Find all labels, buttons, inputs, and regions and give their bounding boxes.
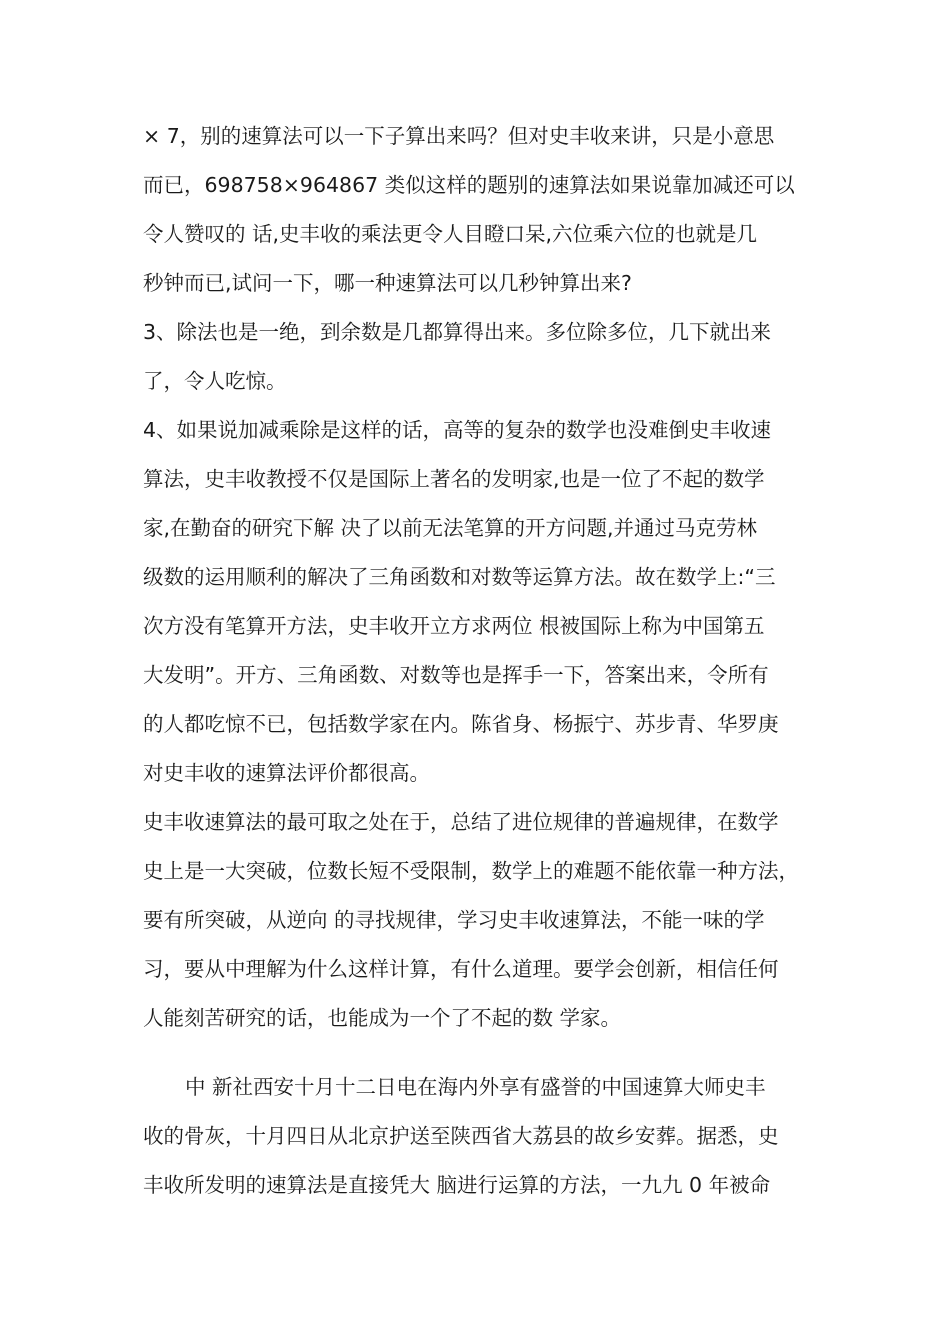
paragraph-gap [143, 1043, 811, 1063]
text-line: 史上是一大突破，位数长短不受限制，数学上的难题不能依靠一种方法， [143, 859, 799, 883]
text-line: 了，令人吃惊。 [143, 369, 287, 393]
text-line: 中 新社西安十月十二日电在海内外享有盛誉的中国速算大师史丰 [185, 1075, 766, 1099]
text-line: 习，要从中理解为什么这样计算，有什么道理。要学会创新，相信任何 [143, 957, 779, 981]
text-line: 人能刻苦研究的话，也能成为一个了不起的数 学家。 [143, 1006, 622, 1030]
text-line: 令人赞叹的 话,史丰收的乘法更令人目瞪口呆,六位乘六位的也就是几 [143, 222, 758, 246]
text-line: 级数的运用顺利的解决了三角函数和对数等运算方法。故在数学上:“三 [143, 565, 776, 589]
text-line: 大发明”。开方、三角函数、对数等也是挥手一下，答案出来，令所有 [143, 663, 769, 687]
document-page [143, 112, 811, 1210]
text-line: 的人都吃惊不已，包括数学家在内。陈省身、杨振宁、苏步青、华罗庚 [143, 712, 779, 736]
text-line: 收的骨灰，十月四日从北京护送至陕西省大荔县的故乡安葬。据悉，史 [143, 1124, 779, 1148]
text-line: 史丰收速算法的最可取之处在于，总结了进位规律的普遍规律，在数学 [143, 810, 779, 834]
text-line: 次方没有笔算开方法，史丰收开立方求两位 根被国际上称为中国第五 [143, 614, 765, 638]
text-line: 要有所突破，从逆向 的寻找规律，学习史丰收速算法，不能一味的学 [143, 908, 765, 932]
text-line: 4、如果说加减乘除是这样的话，高等的复杂的数学也没难倒史丰收速 [143, 418, 772, 442]
text-line: 而已，698758×964867 类似这样的题别的速算法如果说靠加减还可以 [143, 173, 795, 197]
text-line: 丰收所发明的速算法是直接凭大 脑进行运算的方法，一九九 0 年被命 [143, 1173, 771, 1197]
text-line: 对史丰收的速算法评价都很高。 [143, 761, 430, 785]
paragraph-block-2 [143, 1063, 811, 1210]
text-line: × 7，别的速算法可以一下子算出来吗？但对史丰收来讲，只是小意思 [143, 124, 775, 148]
text-line: 家,在勤奋的研究下解 决了以前无法笔算的开方问题,并通过马克劳林 [143, 516, 758, 540]
text-line: 秒钟而已,试问一下，哪一种速算法可以几秒钟算出来? [143, 271, 632, 295]
text-line: 算法，史丰收教授不仅是国际上著名的发明家,也是一位了不起的数学 [143, 467, 765, 491]
text-line: 3、除法也是一绝，到余数是几都算得出来。多位除多位，几下就出来 [143, 320, 772, 344]
paragraph-block-1 [143, 112, 811, 1043]
